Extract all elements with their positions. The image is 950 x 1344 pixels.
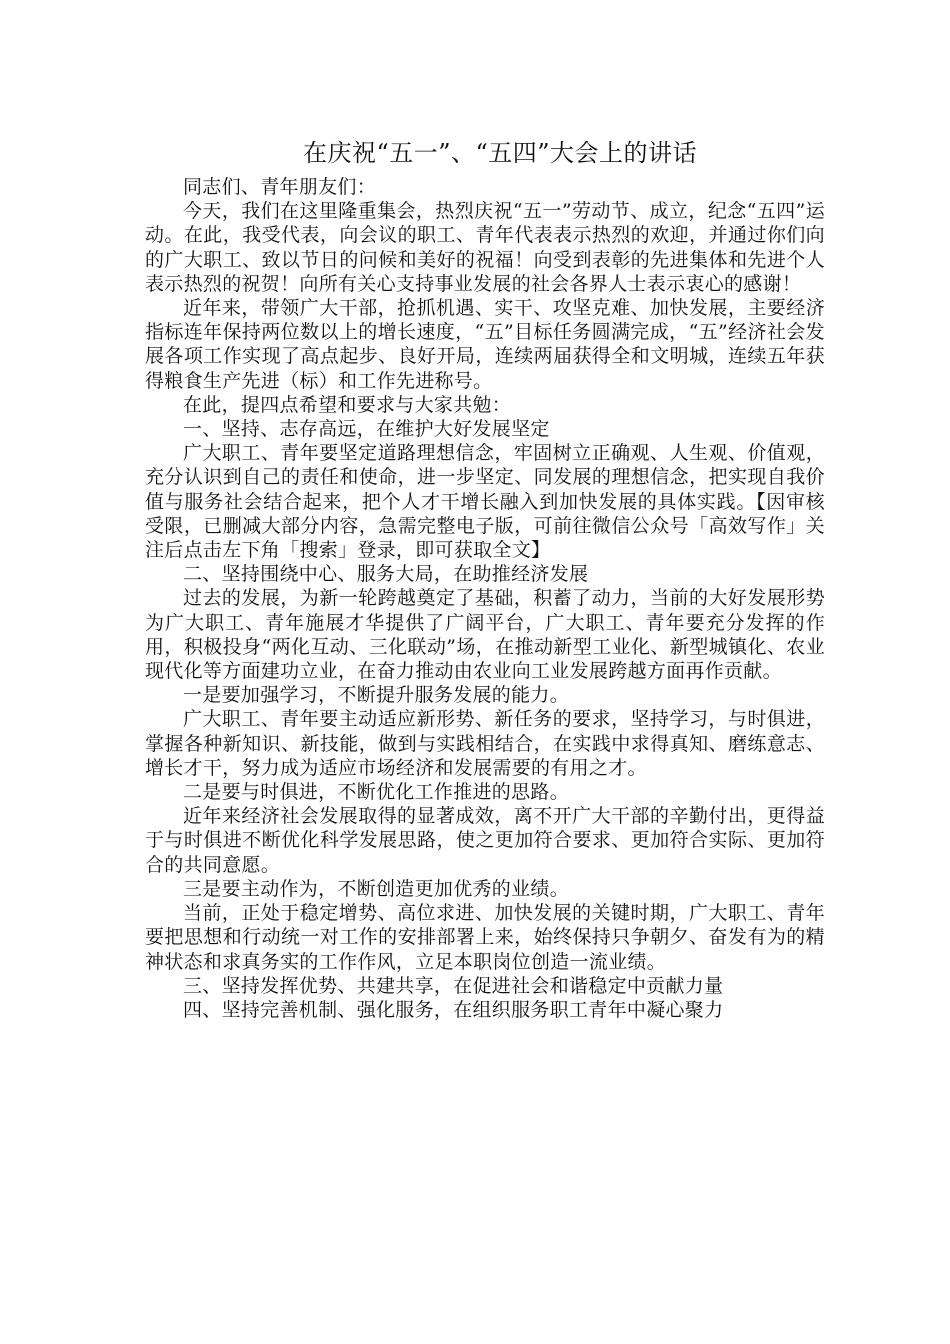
opening-paragraph: 今天，我们在这里隆重集会，热烈庆祝“五一”劳动节、成立，纪念“五四”运动。在此，我受代表，向会议的职工、青年代表表示热烈的欢迎，并通过你们向的广大职工、致以节日的问候和美好的祝福！向受到表彰的先进集体和先进个人表示热烈的祝贺！向所有关心支持事业发展的社会各界人士表示衷心的感谢！	[145, 200, 825, 295]
subpoint-heading-3: 三是要主动作为，不断创造更加优秀的业绩。	[183, 877, 570, 900]
section-heading-4: 四、坚持完善机制、强化服务，在组织服务职工青年中凝心聚力	[183, 998, 724, 1021]
document-title: 在庆祝“五一”、“五四”大会上的讲话	[302, 139, 698, 167]
salutation-paragraph: 同志们、青年朋友们：	[183, 176, 377, 198]
section-heading-1: 一、坚持、志存高远，在维护大好发展坚定	[183, 418, 550, 441]
section-heading-3: 三、坚持发挥优势、共建共享，在促进社会和谐稳定中贡献力量	[183, 974, 724, 997]
achievements-paragraph: 近年来，带领广大干部，抢抓机遇、实干、攻坚克难、加快发展，主要经济指标连年保持两位数以上的增长速度，“五”目标任务圆满完成，“五”经济社会发展各项工作实现了高点起步、良好开局，连续两届获得全和文明城，连续五年获得粮食生产先进（标）和工作先进称号。	[145, 297, 825, 392]
subpoint-heading-1: 一是要加强学习，不断提升服务发展的能力。	[183, 684, 570, 707]
subpoint-1-body-paragraph: 广大职工、青年要主动适应新形势、新任务的要求，坚持学习，与时俱进，掌握各种新知识、新技能，做到与实践相结合，在实践中求得真知、磨练意志、增长才干，努力成为适应市场经济和发展需要的有用之才。	[145, 708, 825, 779]
subpoint-2-body-paragraph: 近年来经济社会发展取得的显著成效，离不开广大干部的辛勤付出，更得益于与时俱进不断优化科学发展思路，使之更加符合要求、更加符合实际、更加符合的共同意愿。	[145, 805, 825, 876]
section-2-body-paragraph: 过去的发展，为新一轮跨越奠定了基础，积蓄了动力，当前的大好发展形势为广大职工、青年施展才华提供了广阔平台，广大职工、青年要充分发挥的作用，积极投身“两化互动、三化联动”场，在推动新型工业化、新型城镇化、农业现代化等方面建功立业，在奋力推动由农业向工业发展跨越方面再作贡献。	[145, 587, 825, 683]
document-page	[145, 135, 825, 1022]
four-hopes-intro-paragraph: 在此，提四点希望和要求与大家共勉：	[183, 393, 512, 416]
section-1-body-paragraph: 广大职工、青年要坚定道路理想信念，牢固树立正确观、人生观、价值观，充分认识到自己的责任和使命，进一步坚定、同发展的理想信念，把实现自我价值与服务社会结合起来，把个人才干增长融入到加快发展的具体实践。【因审核受限，已删减大部分内容，急需完整电子版，可前往微信公众号「高效写作」关注后点击左下角「搜索」登录，即可获取全文】	[145, 442, 825, 562]
subpoint-3-body-paragraph: 当前，正处于稳定增势、高位求进、加快发展的关键时期，广大职工、青年要把思想和行动统一对工作的安排部署上来，始终保持只争朝夕、奋发有为的精神状态和求真务实的工作作风，立足本职岗位创造一流业绩。	[145, 902, 825, 973]
section-heading-2: 二、坚持围绕中心、服务大局，在助推经济发展	[183, 563, 589, 586]
subpoint-heading-2: 二是要与时俱进，不断优化工作推进的思路。	[183, 781, 570, 804]
